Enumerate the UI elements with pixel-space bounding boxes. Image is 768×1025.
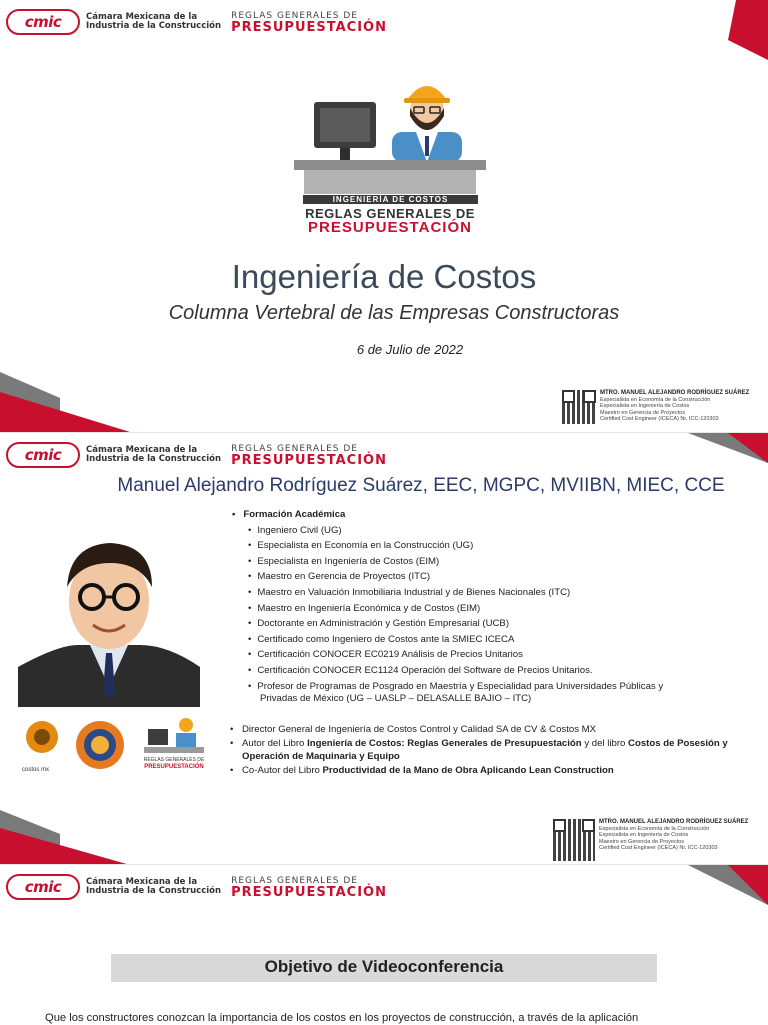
signature-block: MTRO. MANUEL ALEJANDRO RODRÍGUEZ SUÁREZ Especialista en Economía de la Construcción Especialista en Ingeniería de Costos Maestro en Gerencia de Proyectos Certified Cost Engineer (ICECA) Nr. ICC-120303 [562, 390, 749, 424]
qr-code-icon [562, 390, 596, 424]
cmic-logo: cmic [6, 874, 80, 900]
svg-text:PRESUPUESTACIÓN: PRESUPUESTACIÓN [144, 764, 204, 770]
slide-title-heading: Ingeniería de Costos [231, 258, 537, 295]
hero-caption: REGLAS GENERALES DE [305, 206, 475, 221]
slide-date: 6 de Julio de 2022 [356, 342, 464, 357]
svg-text:REGLAS GENERALES DE: REGLAS GENERALES DE [143, 757, 205, 763]
org-name: Cámara Mexicana de la Industria de la Construcción [86, 445, 222, 464]
role-item: • Co-Autor del Libro Productividad de la Mano de Obra Aplicando Lean Construction [230, 764, 750, 777]
roles-list [230, 723, 750, 778]
corner-decoration [688, 865, 768, 905]
slide-profile [0, 432, 768, 865]
brand-logo: REGLAS GENERALES DE PRESUPUESTACIÓN [231, 444, 387, 468]
presenter-avatar [18, 527, 200, 707]
slide-title [0, 0, 768, 432]
signature-block: MTRO. MANUEL ALEJANDRO RODRÍGUEZ SUÁREZ Especialista en Economía de la Construcción Especialista en Ingeniería de Costos Maestro en Gerencia de Proyectos Certified Cost Engineer (ICECA) Nr. ICC-120303 [553, 819, 748, 861]
org-name: Cámara Mexicana de la Industria de la Construcción [86, 12, 222, 31]
qr-code-icon [553, 819, 595, 861]
presenter-name: Manuel Alejandro Rodríguez Suárez, EEC, MGPC, MVIIBN, MIEC, CCE [117, 475, 725, 496]
cmic-logo: cmic [6, 442, 80, 468]
education-item: • Certificado como Ingeniero de Costos ante la SMIEC ICECA [260, 632, 752, 648]
corner-decoration [688, 433, 768, 463]
education-item: • Doctorante en Administración y Gestión Empresarial (UCB) [260, 616, 752, 632]
education-list [232, 507, 752, 707]
cmic-logo: cmic [6, 9, 80, 35]
hero-caption-band: INGENIERÍA DE COSTOS [303, 195, 478, 204]
costos-mx-label: costos mx [22, 767, 50, 773]
education-item: • Maestro en Gerencia de Proyectos (ITC) [260, 569, 752, 585]
education-item: • Profesor de Programas de Posgrado en Maestría y Especialidad para Universidades Públicas y [260, 679, 752, 695]
header [6, 441, 387, 469]
education-item: • Certificación CONOCER EC1124 Operación del Software de Precios Unitarios. [260, 663, 752, 679]
education-item: • Especialista en Ingeniería de Costos (EIM) [260, 554, 752, 570]
header [6, 8, 387, 36]
brand-logo: REGLAS GENERALES DE PRESUPUESTACIÓN [231, 876, 387, 900]
education-item: • Especialista en Economía en la Construcción (UG) [260, 538, 752, 554]
education-item: • Certificación CONOCER EC0219 Análisis de Precios Unitarios [260, 647, 752, 663]
objective-text: Que los constructores conozcan la importancia de los costos en los proyectos de construcción, a través de la aplicación [45, 1012, 639, 1024]
slide-subtitle: Columna Vertebral de las Empresas Constructoras [168, 302, 620, 324]
education-heading: • Formación Académica [232, 507, 752, 523]
slide-objective [0, 864, 768, 1025]
corner-decoration [0, 810, 130, 865]
education-item: • Ingeniero Civil (UG) [260, 523, 752, 539]
role-item: • Autor del Libro Ingeniería de Costos: Reglas Generales de Presupuestación y del libro Costos de Posesión y Operación de Maquinaria y Equipo [230, 737, 750, 763]
corner-decoration [728, 0, 768, 60]
education-item: • Maestro en Valuación Inmobiliaria Industrial y de Bienes Nacionales (ITC) [260, 585, 752, 601]
role-item: • Director General de Ingeniería de Costos Control y Calidad SA de CV & Costos MX [230, 723, 750, 736]
education-item: Privadas de México (UG – UASLP – DELASALLE BAJIO – ITC) [260, 693, 532, 705]
corner-decoration [0, 372, 130, 432]
org-name: Cámara Mexicana de la Industria de la Construcción [86, 877, 222, 896]
header [6, 873, 387, 901]
education-item: • Maestro en Ingeniería Económica y de Costos (EIM) [260, 601, 752, 617]
objective-heading: Objetivo de Videoconferencia [264, 957, 504, 976]
brand-logo: REGLAS GENERALES DE PRESUPUESTACIÓN [231, 11, 387, 35]
hero-caption-accent: PRESUPUESTACIÓN [308, 219, 472, 236]
